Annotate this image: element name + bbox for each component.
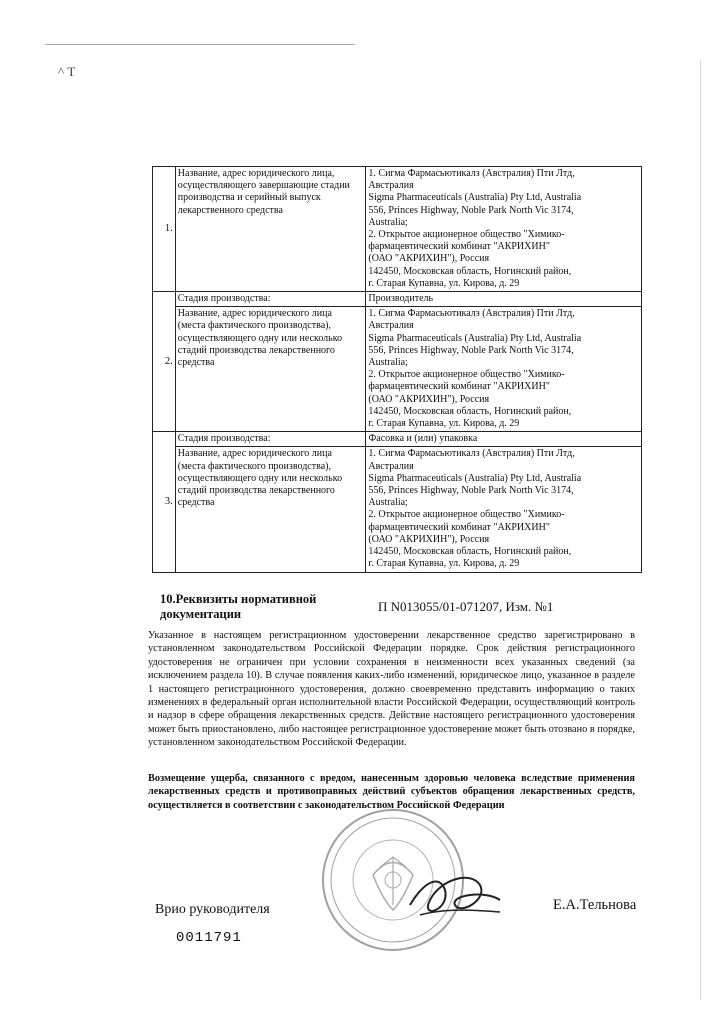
table-row — [153, 447, 642, 572]
signature-icon — [400, 860, 510, 930]
stage-label: Стадия производства: — [175, 292, 366, 307]
signer-name: Е.А.Тельнова — [553, 897, 637, 913]
corner-mark: ^ Т — [58, 64, 76, 79]
row-number: 1. — [153, 167, 176, 292]
table-row — [153, 307, 642, 432]
stage-value: Фасовка и (или) упаковка — [366, 432, 642, 447]
row-value: 1. Сигма Фармасьютикалз (Австралия) Пти Лтд, Австралия Sigma Pharmaceuticals (Australia) Pty Ltd, Australia 556, Princes Highway, Noble Park North Vic 3174, Australia; 2. Открытое акционерное общество "Химико- фармацевтический комбинат "АКРИХИН" (ОАО "АКРИХИН"), Россия 142450, Московская область, Ногинский район, г. Старая Купавна, ул. Кирова, д. 29 — [366, 307, 642, 432]
table-row — [153, 432, 642, 447]
row-label: Название, адрес юридического лица, осуществляющего завершающие стадии производства и серийный выпуск лекарственного средства — [175, 167, 366, 292]
stage-value: Производитель — [366, 292, 642, 307]
serial-number: 0011791 — [176, 930, 242, 946]
stage-label: Стадия производства: — [175, 432, 366, 447]
registration-notice-paragraph: Указанное в настоящем регистрационном удостоверении лекарственное средство зарегистрировано в установленном законодательством Российской Федерации порядке. Срок действия регистрационного удостоверения не ограничен при условии сохранения в неизменности всех указанных сведений (за исключением раздела 10). В случае появления каких-либо изменений, юридическое лицо, указанное в разделе 1 настоящего регистрационного удостоверения, должно своевременно представить информацию о таких изменениях в федеральный орган исполнительной власти Российской Федерации, осуществляющий контроль и надзор в сфере обращения лекарственных средств. Действие настоящего регистрационного удостоверения может быть приостановлено, либо настоящее регистрационное удостоверение может быть отозвано в порядке, установленном законодательством Российской Федерации. — [148, 630, 635, 749]
top-scan-rule — [45, 44, 355, 45]
signer-position: Врио руководителя — [155, 902, 270, 917]
row-label: Название, адрес юридического лица (места фактического производства), осуществляющего одну или несколько стадий производства лекарственного средства — [175, 307, 366, 432]
row-value: 1. Сигма Фармасьютикалз (Австралия) Пти Лтд, Австралия Sigma Pharmaceuticals (Australia) Pty Ltd, Australia 556, Princes Highway, Noble Park North Vic 3174, Australia; 2. Открытое акционерное общество "Химико- фармацевтический комбинат "АКРИХИН" (ОАО "АКРИХИН"), Россия 142450, Московская область, Ногинский район, г. Старая Купавна, ул. Кирова, д. 29 — [366, 447, 642, 572]
row-label: Название, адрес юридического лица (места фактического производства), осуществляющего одну или несколько стадий производства лекарственного средства — [175, 447, 366, 572]
table-row — [153, 167, 642, 292]
section10-title: 10.Реквизиты нормативной документации — [160, 592, 317, 621]
section10-document-number: П N013055/01-071207, Изм. №1 — [378, 599, 554, 614]
damage-compensation-paragraph: Возмещение ущерба, связанного с вредом, нанесенным здоровью человека вследствие применения лекарственных средств и противоправных действий субъектов обращения лекарственных средств, осуществляется в соответствии с законодательством Российской Федерации — [148, 773, 635, 811]
table-row — [153, 292, 642, 307]
row-number: 3. — [153, 432, 176, 572]
row-value: 1. Сигма Фармасьютикалз (Австралия) Пти Лтд, Австралия Sigma Pharmaceuticals (Australia) Pty Ltd, Australia 556, Princes Highway, Noble Park North Vic 3174, Australia; 2. Открытое акционерное общество "Химико- фармацевтический комбинат "АКРИХИН" (ОАО "АКРИХИН"), Россия 142450, Московская область, Ногинский район, г. Старая Купавна, ул. Кирова, д. 29 — [366, 167, 642, 292]
manufacturer-table — [152, 166, 642, 573]
right-scan-rule — [700, 60, 701, 1000]
row-number: 2. — [153, 292, 176, 432]
